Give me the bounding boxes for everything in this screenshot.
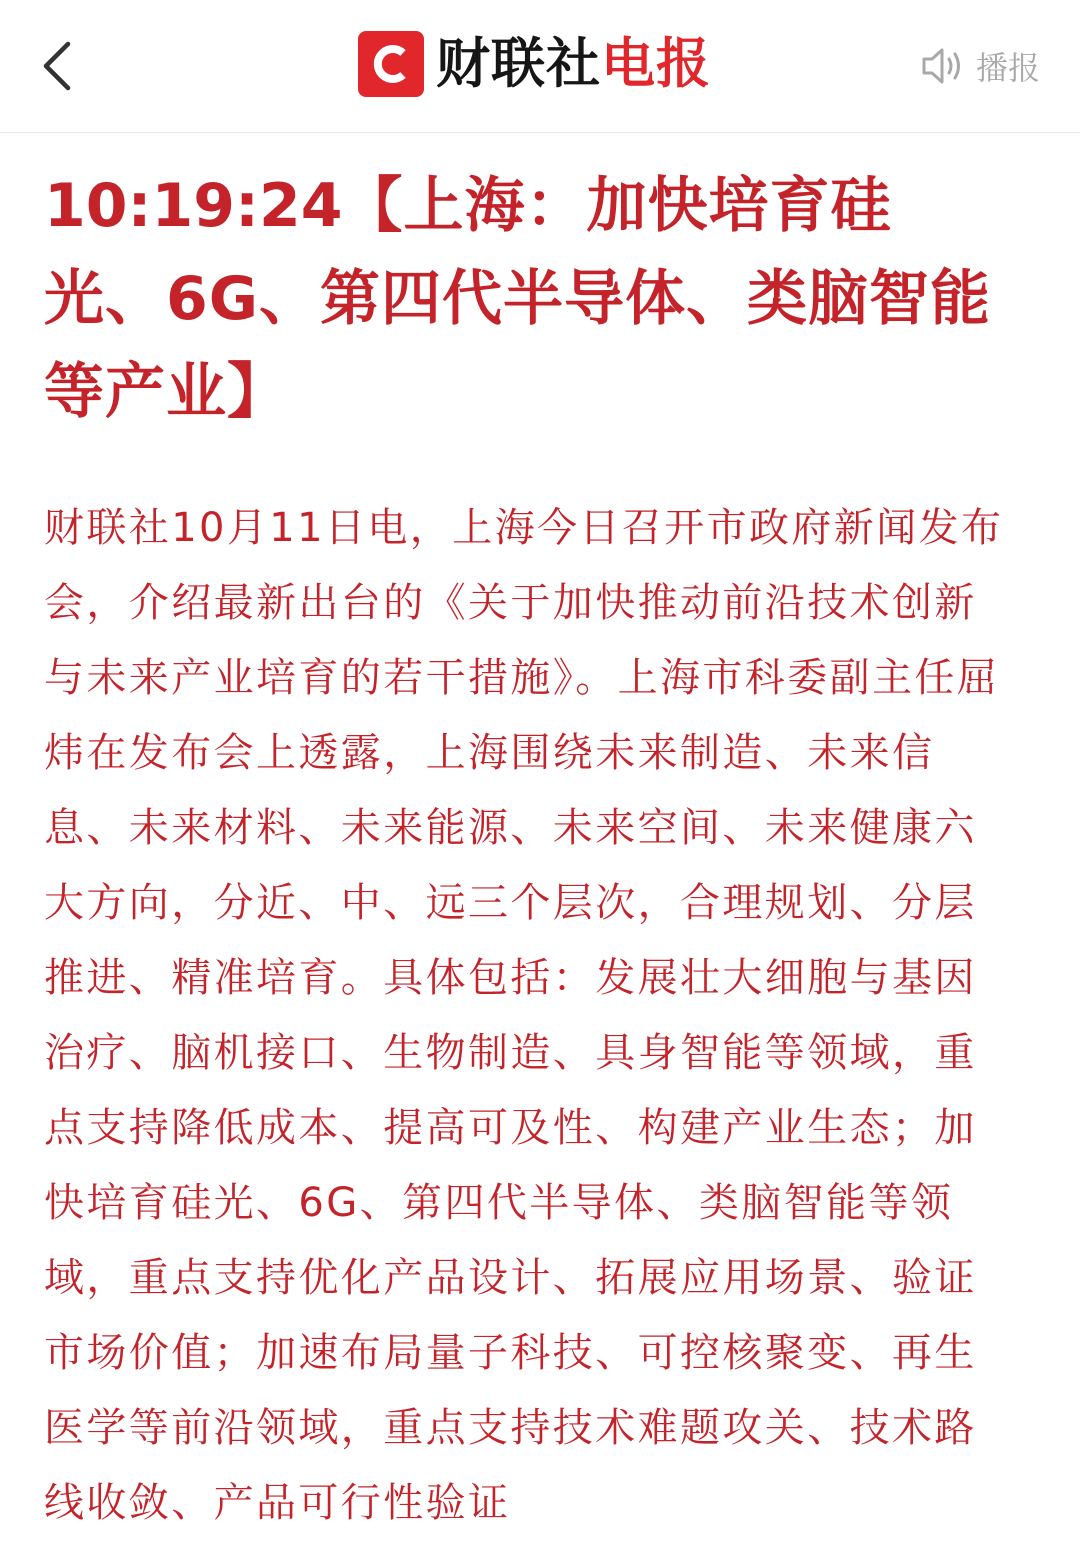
broadcast-button[interactable]: [920, 40, 1040, 92]
brand-name-accent: 电报: [601, 32, 711, 95]
back-button[interactable]: [28, 30, 88, 100]
broadcast-label: 播报: [976, 49, 1041, 87]
brand-name-primary: 财联社: [436, 32, 601, 95]
top-nav-bar: [0, 0, 1080, 133]
article-content: [44, 160, 1004, 1541]
article-body: 财联社10月11日电，上海今日召开市政府新闻发布会，介绍最新出台的《关于加快推动前沿技术创新与未来产业培育的若干措施》。上海市科委副主任屈炜在发布会上透露，上海围绕未来制造、未来信息、未来材料、未来能源、未来空间、未来健康六大方向，分近、中、远三个层次，合理规划、分层推进、精准培育。具体包括：发展壮大细胞与基因治疗、脑机接口、生物制造、具身智能等领域，重点支持降低成本、提高可及性、构建产业生态；加快培育硅光、6G、第四代半导体、类脑智能等领域，重点支持优化产品设计、拓展应用场景、验证市场价值；加速布局量子科技、可控核聚变、再生医学等前沿领域，重点支持技术难题攻关、技术路线收敛、产品可行性验证: [44, 505, 1004, 1526]
brand-logo-icon: [358, 31, 424, 97]
article-time: 10:19:24: [44, 171, 343, 241]
brand-logo-group: [358, 30, 711, 98]
brand-name: [436, 30, 711, 98]
speaker-icon: [920, 44, 968, 88]
article-title: 【上海：加快培育硅光、6G、第四代半导体、类脑智能等产业】: [44, 171, 991, 427]
chevron-left-icon: [28, 30, 88, 100]
article-headline: [44, 160, 1004, 439]
